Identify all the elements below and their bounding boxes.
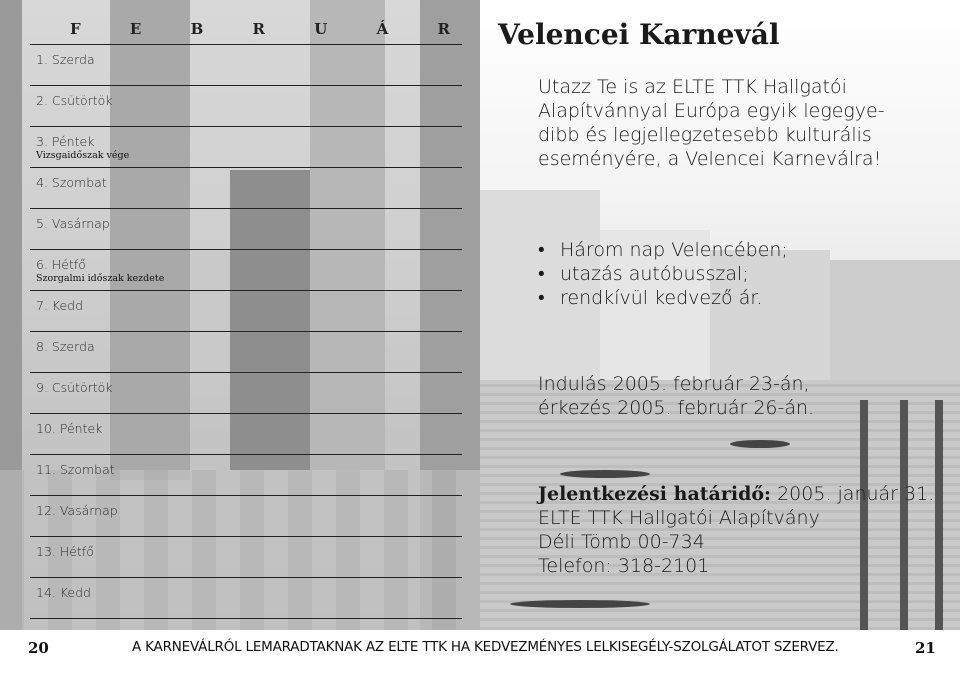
footer [0, 630, 960, 677]
day-label: 4. Szombat [36, 175, 107, 190]
day-row [30, 249, 462, 291]
day-label: 1. Szerda [36, 52, 95, 67]
page-number-left: 20 [28, 639, 49, 657]
contact-line: ELTE TTK Hallgatói Alapítvány [538, 507, 820, 529]
day-label: 9. Csütörtök [36, 380, 113, 395]
day-row [30, 577, 462, 619]
day-label: 2. Csütörtök [36, 93, 113, 108]
day-label: 5. Vasárnap [36, 216, 110, 231]
month-header [70, 20, 450, 38]
page-number-right: 21 [915, 639, 936, 657]
intro-line: Utazz Te is az ELTE TTK Hallgatói [538, 76, 847, 98]
contact-line: Déli Tömb 00-734 [538, 531, 705, 553]
day-row [30, 290, 462, 332]
day-row [30, 44, 462, 86]
intro-paragraph [538, 75, 898, 171]
feature-item: • utazás autóbusszal; [538, 262, 788, 286]
day-row [30, 454, 462, 496]
deadline-line [538, 482, 934, 506]
day-row [30, 495, 462, 537]
month-letter: B [190, 20, 204, 38]
day-note: Szorgalmi időszak kezdete [36, 273, 165, 284]
day-row [30, 126, 462, 168]
gondola [560, 470, 650, 478]
article-title: Velencei Karnevál [498, 18, 780, 51]
day-label: 6. Hétfő [36, 257, 86, 272]
day-label: 8. Szerda [36, 339, 95, 354]
intro-line: eseményére, a Velencei Karneválra! [538, 148, 882, 170]
departure-line: Indulás 2005. február 23-án, [538, 373, 810, 395]
gondola [510, 600, 650, 608]
month-letter: E [129, 20, 142, 38]
contact-line: Telefon: 318-2101 [538, 555, 710, 577]
day-label: 3. Péntek [36, 134, 95, 149]
intro-line: Alapítvánnyal Európa egyik legegye- [538, 100, 885, 122]
footer-note: A KARNEVÁLRÓL LEMARADTAKNAK AZ ELTE TTK HA KEDVEZMÉNYES LELKISEGÉLY-SZOLGÁLATOT SZERVEZ. [132, 639, 839, 655]
day-row [30, 167, 462, 209]
arrival-line: érkezés 2005. február 26-án. [538, 397, 815, 419]
deadline-value: 2005. január 31. [771, 483, 935, 505]
article-page [480, 0, 960, 630]
calendar-page [0, 0, 480, 630]
background-photo-building [830, 260, 960, 390]
day-label: 12. Vasárnap [36, 503, 118, 518]
mooring-pole [935, 400, 943, 630]
day-row [30, 372, 462, 414]
day-label: 10. Péntek [36, 421, 103, 436]
feature-item: • Három nap Velencében; [538, 238, 788, 262]
day-label: 14. Kedd [36, 585, 91, 600]
day-row [30, 536, 462, 578]
day-row [30, 413, 462, 455]
day-label: 7. Kedd [36, 298, 84, 313]
deadline-label: Jelentkezési határidő: [538, 483, 772, 505]
month-letter: F [70, 20, 81, 38]
contact-block [538, 482, 934, 578]
day-note: Vizsgaidőszak vége [36, 150, 130, 161]
month-letter: R [437, 20, 450, 38]
day-label: 11. Szombat [36, 462, 115, 477]
day-row [30, 208, 462, 250]
month-letter: U [314, 20, 328, 38]
day-row [30, 85, 462, 127]
month-letter: R [252, 20, 265, 38]
feature-item: • rendkívül kedvező ár. [538, 286, 788, 310]
feature-list [538, 238, 788, 310]
gondola [730, 440, 790, 448]
day-label: 13. Hétfő [36, 544, 94, 559]
day-row [30, 331, 462, 373]
travel-dates [538, 372, 814, 420]
month-letter: Á [376, 20, 389, 38]
intro-line: dibb és legjellegzetesebb kulturális [538, 124, 872, 146]
